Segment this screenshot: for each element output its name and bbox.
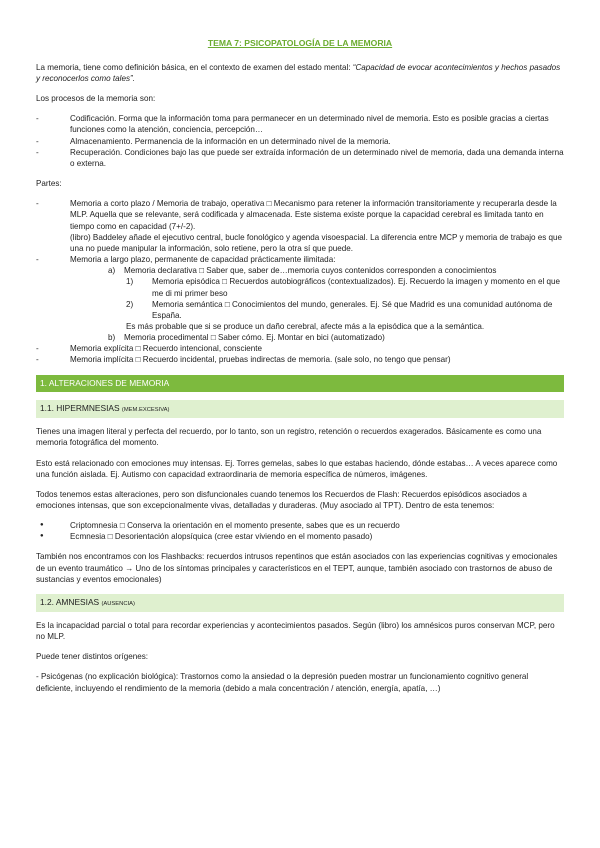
list-item-mlp (36, 254, 564, 343)
subsection-heading-amnesias (36, 594, 564, 612)
list-item-implicita: - Memoria implícita □ Recuerdo incidental, pruebas indirectas de memoria. (sale solo, no tengo que pensar) (36, 354, 564, 365)
paragraph: Es la incapacidad parcial o total para recordar experiencias y acontecimientos pasados. Según (libro) los amnésicos puros conservan MCP, pero no MLP. (36, 620, 555, 642)
paragraph: Todos tenemos estas alteraciones, pero son disfuncionales cuando tenemos los Recuerdos de Flash: Recuerdos episódicos asociados a emociones intensas, que son excepcionalmente vivas, detalladas y duraderas. (Muy asociado al TPT). Dentro de esta tenemos: (36, 489, 527, 510)
list-item: - Recuperación. Condiciones bajo las que puede ser extraída información de un determinado nivel de memoria, dada una demanda interna o externa. (36, 147, 564, 169)
sub-item-semantica (70, 299, 564, 321)
subsection-heading-hipermnesias (36, 400, 564, 418)
paragraph: Esto está relacionado con emociones muy intensas. Ej. Torres gemelas, sabes lo que estabas haciendo, dónde estabas… A veces aparece como una función aislada. Ej. Autismo con capacidad extraordinaria de memoria específica de números, imágenes. (36, 458, 558, 479)
marker: a) (108, 266, 116, 276)
declarativa-text: Memoria declarativa □ Saber que, saber de…memoria cuyos contenidos corresponden a conocimientos (124, 266, 497, 276)
list-item: ● Criptomnesia □ Conserva la orientación en el momento presente, sabes que es un recuerdo (36, 520, 564, 531)
paragraph: Tienes una imagen literal y perfecta del recuerdo, por lo tanto, son un registro, retención o recuerdos exagerados. Básicamente es como una memoria fotográfica del momento. (36, 427, 542, 448)
sub-item-procedimental (70, 332, 564, 343)
marker: 2) (126, 299, 134, 309)
list-item: - Codificación. Forma que la información toma para permanecer en un determinado nivel de memoria. Esto es posible gracias a ciertas funciones como la atención, conciencia, percepción… (36, 113, 564, 135)
list-item-mcp (36, 198, 564, 254)
semantica-text: Memoria semántica □ Conocimientos del mundo, generales. Ej. Sé que Madrid es una comunidad autónoma de España. (152, 299, 553, 320)
intro-paragraph (36, 62, 564, 84)
sub-item-declarativa (70, 265, 564, 276)
mlp-text: - Memoria a largo plazo, permanente de capacidad prácticamente ilimitada: (70, 255, 336, 265)
partes-heading: Partes: (36, 179, 62, 189)
section-heading-alteraciones: 1. ALTERACIONES DE MEMORIA (36, 375, 564, 393)
paragraph: - Psicógenas (no explicación biológica): Trastornos como la ansiedad o la depresión pueden mostrar un funcionamiento cognitivo general deficiente, incluyendo el rendimiento de la memoria (debido a mala concentración / atención, energía, apatía, …) (36, 672, 529, 693)
partes-list (36, 198, 564, 365)
intro-text: La memoria, tiene como definición básica, en el contexto de examen del estado mental: (36, 62, 353, 72)
procesos-list (36, 113, 564, 169)
page-title: TEMA 7: PSICOPATOLOGÍA DE LA MEMORIA (207, 38, 393, 48)
marker: b) (108, 333, 116, 343)
subsection-note: (MEM.EXCESIVA) (121, 407, 170, 414)
mcp-note: (libro) Baddeley añade el ejecutivo central, bucle fonológico y agenda visoespacial. La diferencia entre MCP y memoria de trabajo es que una no puede manipular la información, solo retiene, pero la otra sí que puede. (70, 232, 563, 253)
intro-quote: “Capacidad de evocar acontecimientos y hechos pasados y reconocerlos como tales”. (36, 62, 561, 84)
episodica-text: Memoria episódica □ Recuerdos autobiográficos (contextualizados). Ej. Recuerdo la imagen y momento en el que me di mi primer beso (152, 277, 560, 298)
procedimental-text: Memoria procedimental □ Saber cómo. Ej. Montar en bici (automatizado) (124, 333, 385, 343)
list-item: - Almacenamiento. Permanencia de la información en un determinado nivel de la memoria. (36, 136, 564, 147)
sub-item-episodica (70, 276, 564, 298)
hipermnesias-list (36, 520, 564, 542)
subsection-label: 1.2. AMNESIAS (40, 596, 100, 607)
procesos-heading: Los procesos de la memoria son: (36, 94, 156, 104)
subsection-label: 1.1. HIPERMNESIAS (40, 403, 120, 414)
mcp-text: - Memoria a corto plazo / Memoria de trabajo, operativa □ Mecanismo para retener la información transitoriamente y recuperarla desde la MLP. Aquella que se relevante, será codificada y almacenada. Este sistema existe porque la capacidad cerebral es limitada tanto en tiempo como en capacidad (7+/-2). (70, 199, 557, 231)
paragraph: Puede tener distintos orígenes: (36, 652, 149, 662)
list-item-explicita: - Memoria explícita □ Recuerdo intencional, consciente (36, 343, 564, 354)
list-item: ● Ecmnesia □ Desorientación alopsíquica (cree estar viviendo en el momento pasado) (36, 531, 564, 542)
declarativa-note: Es más probable que si se produce un daño cerebral, afecte más a la episódica que a la semántica. (126, 321, 485, 331)
marker: 1) (126, 277, 134, 287)
paragraph: También nos encontramos con los Flashbacks: recuerdos intrusos repentinos que están asociados con las experiencias cognitivas y emocionales de un evento traumático → Uno de los síntomas principales y característicos en el TEPT, aunque, también asociado con trastornos de abuso de sustancias y eventos emocionales) (36, 552, 558, 584)
subsection-note: (AUSENCIA) (101, 600, 135, 607)
